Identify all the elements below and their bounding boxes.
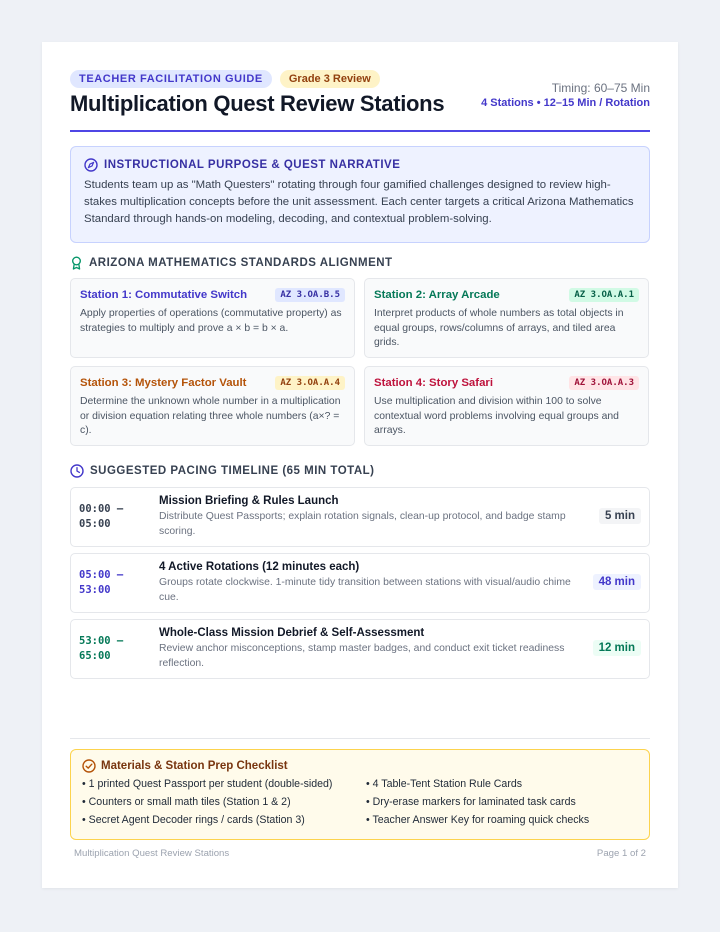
standard-title: Station 1: Commutative Switch [80,289,248,301]
pacing-desc: Groups rotate clockwise. 1-minute tidy transition between stations with visual/audio chime cue. [159,577,571,603]
duration-badge: 12 min [593,640,641,656]
timing-text: Timing: 60–75 Min [551,81,650,95]
materials-item: • Secret Agent Decoder rings / cards (Station 3) [82,814,305,826]
pacing-title: 4 Active Rotations (12 minutes each) [159,561,360,573]
standard-card [70,278,355,358]
stations-text: 4 Stations • 12–15 Min / Rotation [481,97,650,109]
standard-card [364,366,649,446]
pacing-time: 00:00 – 05:00 [79,503,124,530]
page-title: Multiplication Quest Review Stations [70,91,445,116]
standard-desc: Determine the unknown whole number in a multiplication or division equation relating three whole numbers (a×? = c). [80,396,341,436]
standard-title: Station 3: Mystery Factor Vault [80,377,247,389]
footer-title: Multiplication Quest Review Stations [74,848,230,859]
section-divider [70,738,650,739]
standard-desc: Use multiplication and division within 100 to solve contextual word problems involving equal groups and arrays. [374,396,619,436]
guide-badge: TEACHER FACILITATION GUIDE [70,70,272,88]
pacing-row [70,487,650,547]
materials-item: • 4 Table-Tent Station Rule Cards [366,778,523,790]
pacing-desc: Review anchor misconceptions, stamp master badges, and conduct exit ticket readiness reflection. [159,643,565,669]
pacing-title: Mission Briefing & Rules Launch [159,495,339,507]
duration-badge: 48 min [593,574,641,590]
pacing-row [70,553,650,613]
materials-item: • Counters or small math tiles (Station 1 & 2) [82,796,291,808]
grade-badge: Grade 3 Review [280,70,380,88]
purpose-box [70,146,650,243]
purpose-heading: INSTRUCTIONAL PURPOSE & QUEST NARRATIVE [104,159,401,171]
standard-card [70,366,355,446]
materials-item: • Dry-erase markers for laminated task cards [366,796,576,808]
materials-item: • 1 printed Quest Passport per student (double-sided) [82,778,333,790]
document-page [42,42,678,888]
pacing-time: 05:00 – 53:00 [79,569,124,596]
compass-icon [84,158,98,172]
standard-desc: Apply properties of operations (commutative property) as strategies to multiply and prove a × b = b × a. [80,308,342,334]
standard-code: AZ 3.OA.A.4 [275,376,345,390]
purpose-text: Students team up as "Math Questers" rotating through four gamified challenges designed to review high-stakes multiplication concepts before the unit assessment. Each center targets a critical Arizona Mathematics Standard through hands-on modeling, decoding, and contextual problem-solving. [84,179,634,225]
standard-code: AZ 3.OA.A.3 [569,376,639,390]
pacing-row [70,619,650,679]
purpose-heading-row [84,158,636,172]
page-header [70,70,650,132]
standard-card [364,278,649,358]
pacing-heading: SUGGESTED PACING TIMELINE (65 MIN TOTAL) [90,465,375,477]
materials-list [82,777,638,828]
award-icon [70,256,83,270]
standard-code: AZ 3.OA.A.1 [569,288,639,302]
check-circle-icon [82,759,96,773]
page-number: Page 1 of 2 [596,848,646,859]
standards-heading: ARIZONA MATHEMATICS STANDARDS ALIGNMENT [89,257,393,269]
clock-icon [70,464,84,478]
header-meta [481,81,650,110]
pacing-time: 53:00 – 65:00 [79,635,124,662]
materials-item: • Teacher Answer Key for roaming quick checks [366,814,590,826]
standard-code: AZ 3.OA.B.5 [275,288,345,302]
standard-desc: Interpret products of whole numbers as total objects in equal groups, rows/columns of arrays, and tiled area grids. [374,308,624,348]
pacing-title: Whole-Class Mission Debrief & Self-Assessment [159,627,425,639]
standard-title: Station 2: Array Arcade [374,289,500,301]
standards-heading-row [70,256,393,270]
materials-heading: Materials & Station Prep Checklist [101,760,288,772]
standard-title: Station 4: Story Safari [374,377,493,389]
duration-badge: 5 min [599,508,641,524]
materials-heading-row [82,759,638,773]
pacing-heading-row [70,464,375,478]
materials-box [70,749,650,840]
pacing-desc: Distribute Quest Passports; explain rotation signals, clean-up protocol, and badge stamp scoring. [159,511,566,537]
